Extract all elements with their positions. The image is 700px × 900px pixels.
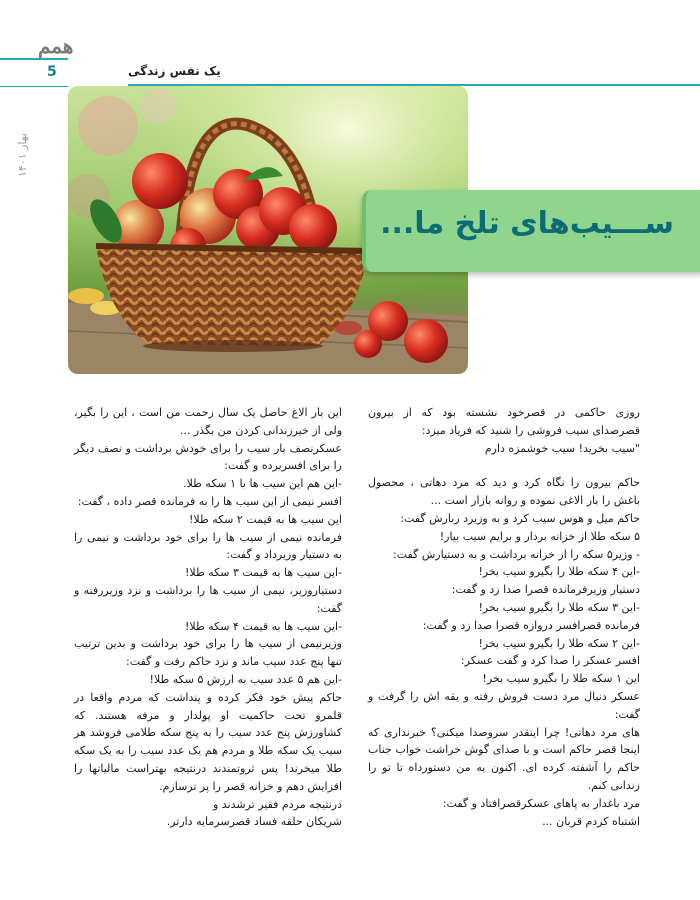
magazine-logo: همم	[38, 34, 74, 58]
article-column-right	[368, 404, 640, 830]
section-title: یک نفس زندگی	[128, 64, 221, 78]
article-paragraph: حاکم بیرون را نگاه کرد و دید که مرد دهاتی ، محصول باغش را بار الاغی نموده و روانه بازار است ... حاکم میل و هوس سیب کرد و به وزیرد ربارش گفت: ۵ سکه طلا از خزانه بردار و برایم سیب بیار! - وزیر۵ سکه را از خزانه برداشت و به دستیارش گفت: -این ۴ سکه طلا را بگیرو سیب بخر! دستیار وزیرفرمانده قصرا صدا زد و گفت: -این ۳ سکه طلا را بگیرو سیب بخر! فرمانده قصرافسر دروازه قصرا صدا زد و گفت: -این ۲ سکه طلا را بگیرو سیب بخر! افسر عسکر را صدا کرد و گفت عسکر: این ۱ سکه طلا را بگیرو سیب بخر! عسکر دنبال مرد دست فروش رفته و یقه اش را گرفت و گفت: های مرد دهاتی! چرا اینقدر سروصدا میکنی؟ خبرنداری که اینجا قصر حاکم است و با صدای گوش خراشت خواب جناب حاکم را آشفته کرده ای. اکنون به من دستورداه تا تو را زندانی کنم. مرد باغدار به پاهای عسکرقصرافتاد و گفت: اشتباه کردم قربان ...	[368, 476, 640, 828]
header-rule-lower	[0, 86, 68, 87]
header-rule	[0, 58, 68, 60]
article-title: ســـیب‌های تلخ ما...	[380, 206, 674, 241]
article-title-box	[362, 190, 700, 272]
page-number: 5	[47, 64, 57, 80]
article-paragraph: این بار الاغ حاصل یک سال زحمت من است ، این را بگیر، ولی از خیرزندانی کردن من بگذر ... عسکرنصف بار سیب را برای خودش برداشت و نصف دیگر را برای افسربرده و گفت: -این هم این سیب ها با ۱ سکه طلا. افسر نیمی از این سیب ها را به فرمانده قصر داده ، گفت: این سیب ها به قیمت ۲ سکه طلا! فرمانده نیمی از سیب ها را برای خود برداشت و نیمی را به دستیار وزیرداد و گفت: -این سیب ها به قیمت ۳ سکه طلا! دستیاروزیر، نیمی از سیب ها را برداشت و نزد وزیررفته و گفت: -این سیب ها به قیمت ۴ سکه طلا! وزیرنیمی از سیب ها را برای خود برداشت و بدین ترتیب تنها پنج عدد سیب ماند و نزد حاکم رفت و گفت: -این هم ۵ عدد سیب به ارزش ۵ سکه طلا! حاکم پیش خود فکر کرده و پنداشت که مردم واقعا در قلمرو تحت حاکمیت او پولدار و مرفه هستند. که کشاورزش پنج عدد سیب را به پنج سکه طلامی فروشد هر سیب یک سکه طلا و مردم هم یک عدد سیب را به یک سکه طلا میخرند! پس ثروتمندند درنتیجه بهتراست مالیاتها را افزایش دهم و خزانه قصر را پر ترسازم. درنتیجه مردم فقیر ترشدند و شریکان حلقه فساد قصرسرمایه دارتر.	[74, 406, 342, 829]
article-paragraph: روزی حاکمی در قصرخود نشسته بود که از بیرون قصرصدای سیب فروشی را شنید که فریاد میزد: "سیب بخرید! سیب خوشمزه دارم	[368, 406, 640, 455]
article-column-left	[74, 404, 342, 831]
issue-label: بهار ۱۴۰۱	[16, 133, 29, 177]
